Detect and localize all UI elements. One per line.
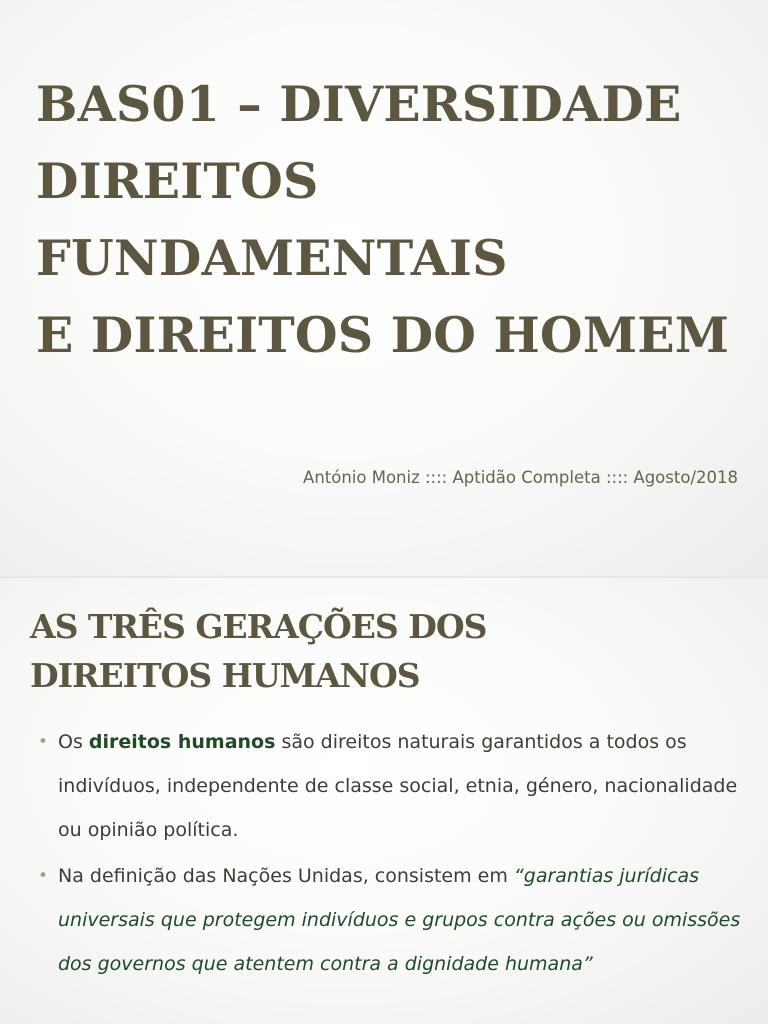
bullet-item [32, 854, 742, 986]
slide-1-title [36, 66, 736, 374]
bullet-text: Os [58, 731, 89, 753]
title-line: FUNDAMENTAIS [36, 229, 508, 287]
bullet-item [32, 720, 742, 852]
title-line: AS TRÊS GERAÇÕES DOS [30, 607, 487, 646]
bullet-text: Na definição das Nações Unidas, consistem em [58, 865, 514, 887]
title-line: DIREITOS [36, 152, 319, 210]
bullet-icon: • [38, 732, 49, 752]
slide-2-title [30, 602, 730, 700]
quoted-definition: “garantias jurídicas universais que protegem indivíduos e grupos contra ações ou omissões dos governos que atentem contra a dignidade humana” [58, 865, 741, 975]
bullet-text: são direitos naturais garantidos a todos os indivíduos, independente de classe social, etnia, género, nacionalidade ou opinião política. [58, 731, 738, 841]
slide-2 [0, 578, 768, 1024]
bullet-icon: • [38, 866, 49, 886]
title-line: BAS01 – DIVERSIDADE [36, 75, 682, 133]
highlighted-term: direitos humanos [88, 731, 276, 753]
title-line: DIREITOS HUMANOS [30, 656, 420, 695]
bullet-list [32, 720, 742, 988]
slide-1-subtitle: António Moniz :::: Aptidão Completa :::: Agosto/2018 [303, 468, 738, 487]
title-line: E DIREITOS DO HOMEM [36, 306, 730, 364]
